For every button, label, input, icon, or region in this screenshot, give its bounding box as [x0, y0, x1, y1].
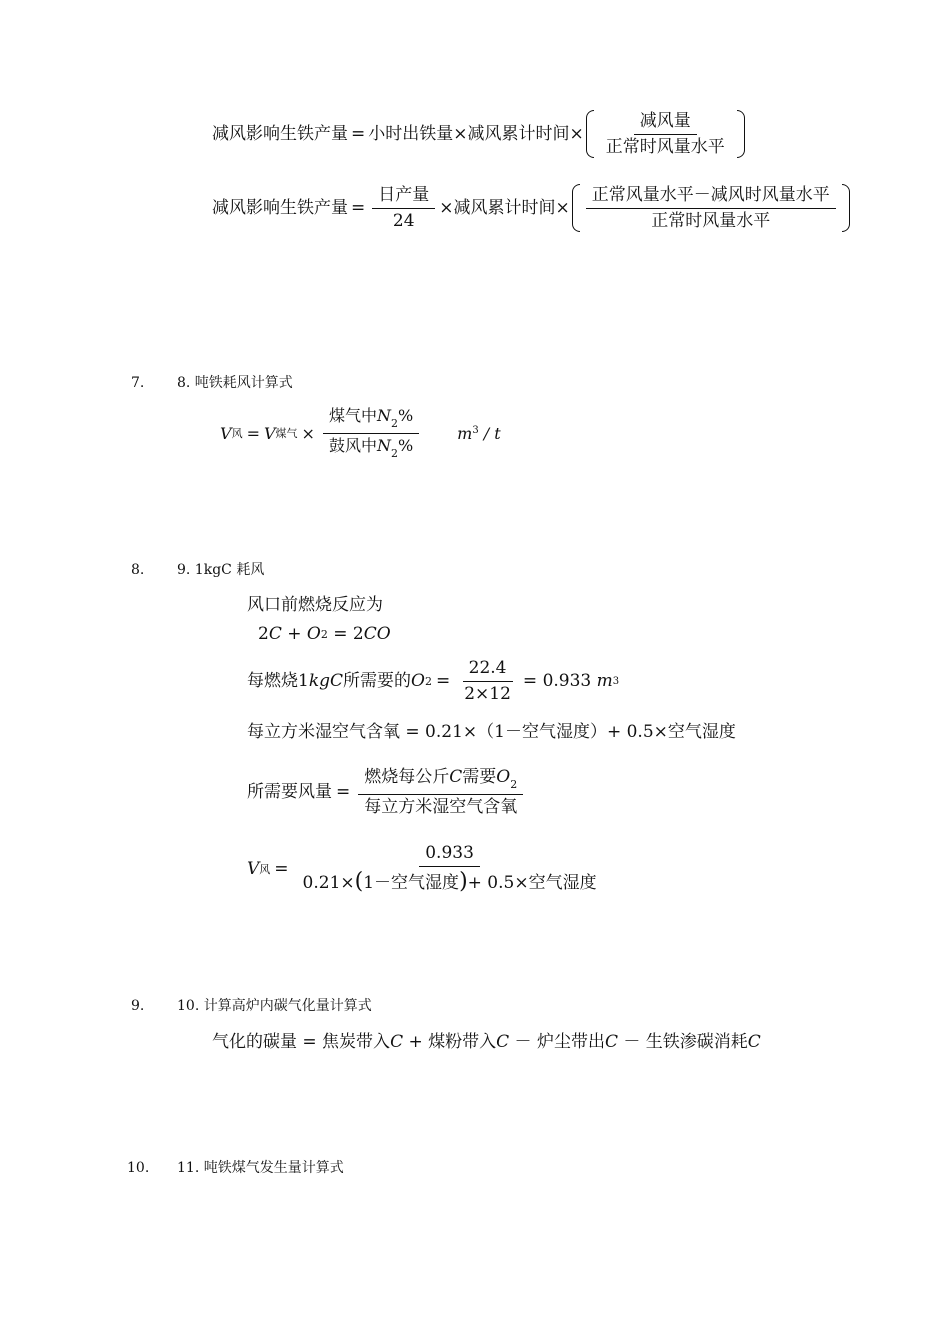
formula2-term2: 减风累计时间 [453, 197, 556, 218]
section-8-number: 8. [131, 562, 145, 578]
formula1-paren [586, 110, 745, 158]
formula1-numerator: 减风量 [634, 113, 697, 135]
formula2-numerator: 正常风量水平－减风时风量水平 [586, 187, 836, 209]
wind-volume-fraction: $\frac{0.933}{\text{0.21×(1－空气湿度)+ 0.5×空气湿度}}$ [302, 843, 597, 894]
formula-wind-unit: $m^3$ / t [457, 423, 501, 443]
section-8-heading [131, 559, 264, 579]
formula1-lhs: 减风影响生铁产量 [212, 123, 348, 144]
formula2-paren [572, 184, 850, 232]
formula2-fraction-daily [372, 184, 435, 231]
oxygen-per-kg-carbon: 每燃烧 1 kgC 所需要的 O 2 = $\frac{22.4}{2\times 12}$ = 0.933 m 3 [247, 658, 620, 704]
v-gas-symbol: V [263, 423, 276, 443]
required-wind-fraction: $\frac{燃烧每公斤C需要O_2}{\text{每立方米湿空气含氧}}$ [358, 769, 523, 816]
v-wind-symbol: V [220, 423, 232, 443]
formula-wind-fraction [323, 408, 419, 459]
section-10-title: 11. 吨铁煤气发生量计算式 [177, 1160, 344, 1176]
formula2-times1: × [439, 197, 454, 218]
formula-reduced-wind-output-1 [212, 110, 747, 158]
oxygen-fraction: $\frac{22.4}{2\times 12}$ [464, 658, 511, 704]
combustion-intro: 风口前燃烧反应为 [247, 595, 383, 615]
formula2-denominator: 正常时风量水平 [651, 210, 771, 231]
section-8-title: 9. 1kgC 耗风 [177, 562, 265, 578]
formula1-denominator: 正常时风量水平 [605, 136, 725, 157]
carbon-gasification-formula: 气化的碳量 = 焦炭带入 C + 煤粉带入 C － 炉尘带出 C － 生铁渗碳消耗 C [212, 1032, 761, 1052]
section-7-heading [131, 372, 293, 392]
section-9-title: 10. 计算高炉内碳气化量计算式 [177, 998, 372, 1014]
formula2-lhs: 减风影响生铁产量 [212, 197, 348, 218]
required-wind-volume: 所需要风量 = $\frac{燃烧每公斤C需要O_2}{\text{每立方米湿空气含氧}}$ [247, 769, 527, 816]
combustion-reaction: 2 C + O 2 = 2 CO [258, 624, 391, 644]
formula2-eq: = [351, 197, 366, 218]
formula1-times2: × [569, 123, 584, 144]
section-10-heading [127, 1157, 344, 1177]
formula-wind-times: × [301, 423, 315, 443]
formula1-eq: = [351, 123, 366, 144]
formula-wind-eq: = [246, 423, 260, 443]
wind-volume-formula: V 风 = $\frac{0.933}{\text{0.21×(1－空气湿度)+ 0.5×空气湿度}}$ [247, 845, 607, 893]
formula2-den1: 24 [392, 210, 415, 231]
formula-reduced-wind-output-2 [212, 184, 852, 232]
formula-wind-numerator: 煤气中$N_2\%$ [323, 408, 419, 434]
section-7-number: 7. [131, 375, 145, 391]
section-10-number: 10. [127, 1160, 150, 1176]
formula2-fraction [586, 184, 836, 231]
oxygen-content-humid-air: 每立方米湿空气含氧 = 0.21×（1－空气湿度）+ 0.5×空气湿度 [247, 722, 736, 742]
section-9-number: 9. [131, 998, 145, 1014]
formula2-num1: 日产量 [372, 187, 435, 209]
formula-wind-per-ton [220, 408, 501, 459]
formula1-term1: 小时出铁量 [368, 123, 454, 144]
section-7-title: 8. 吨铁耗风计算式 [177, 375, 293, 391]
formula2-times2: × [555, 197, 570, 218]
section-9-heading [131, 995, 372, 1015]
v-wind-sub: 风 [231, 427, 243, 440]
v-gas-sub: 煤气 [275, 427, 298, 440]
formula1-fraction [600, 110, 731, 157]
formula1-times1: × [453, 123, 468, 144]
formula1-term2: 减风累计时间 [467, 123, 570, 144]
formula-wind-denominator: 鼓风中$N_2\%$ [328, 436, 414, 460]
